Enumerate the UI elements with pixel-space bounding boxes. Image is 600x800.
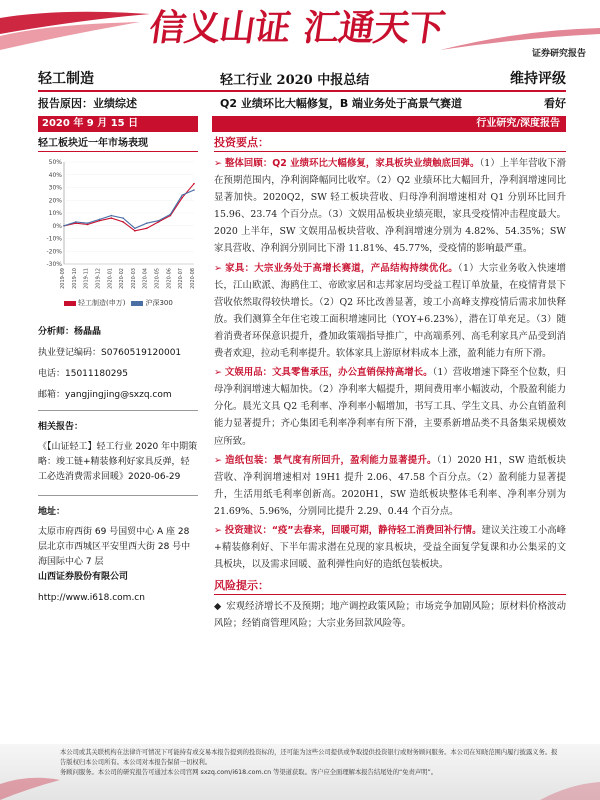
chart-x-tick-label: 2019-10 (71, 268, 78, 289)
slogan-part2: 汇通天下 (300, 8, 447, 49)
chart-y-tick-label: 50% (48, 159, 62, 166)
email-label: 邮箱： (38, 390, 66, 400)
chart-data-point (146, 228, 148, 230)
chart-data-point (134, 228, 136, 230)
highlight-keyword: 文娱用品：文具零售承压，办公直销保持高增长。 (224, 367, 433, 379)
highlight-body: （1）2020 H1，SW 造纸板块营收、净利润增速相对 19H1 提升 2.06、47.58 个百分点。（2）盈利能力显著提升，生活用纸毛利率创新高。2020H1，SW 造纸板块整体毛利率、净利率分别为 21.69%、5.96%，分别同比提升 2.29、0.44 个百分点。 (214, 454, 566, 517)
chart-data-point (181, 197, 183, 199)
report-reason: 报告原因：业绩综述 (38, 97, 137, 110)
chart-data-point (193, 183, 195, 185)
highlight-keyword: 造纸包装：景气度有所回升，盈利能力显著提升。 (224, 454, 437, 466)
highlight-keyword: 投资建议：“疫”去春来，回暖可期，静待轻工消费回补行情。 (224, 524, 482, 536)
chart-data-point (110, 215, 112, 217)
slogan-part1: 信义山证 (146, 8, 293, 49)
sidebar-divider (38, 495, 198, 496)
chart-data-point (122, 221, 124, 223)
chart-data-point (63, 225, 65, 227)
address-text: 太原市府西街 69 号国贸中心 A 座 28 层北京市西城区平安里西大街 28 号中海国际中心 7 层 (38, 527, 191, 567)
header-banner (0, 0, 600, 62)
chart-data-point (122, 217, 124, 219)
highlight-keyword: 家具：大宗业务处于高增长赛道，产品结构持续优化。 (224, 262, 458, 274)
analyst-cert: 执业登记编码：S0760519120001 (38, 348, 182, 358)
chart-data-point (158, 220, 160, 222)
chart-data-point (181, 194, 183, 196)
header-divider (38, 90, 566, 92)
legend-label: 沪深300 (145, 299, 173, 307)
arrow-bullet-icon: ➢ (214, 262, 222, 274)
analyst-email-row (38, 387, 198, 400)
highlight-body: （1）营收增速下降至个位数，归母净利润增速大幅加快。（2）净利率大幅提升，期间费用率小幅波动，个股盈利能力分化。晨光文具 Q2 毛利率、净利率小幅增加，书写工具、学生文具、办公直销盈利能力显著提升；齐心集团毛利率净利率有所下滑，主要系新增品类不具备集采规模效应所致。 (214, 367, 566, 447)
main-content (214, 134, 566, 634)
chart-data-point (99, 219, 101, 221)
rating-value: 看好 (544, 97, 566, 110)
chart-x-tick-label: 2019-11 (83, 268, 90, 289)
analyst-name: 杨晶晶 (74, 327, 102, 337)
chart-data-point (193, 189, 195, 191)
analyst-phone: 电话：15011180295 (38, 369, 128, 379)
risk-body: 宏观经济增长不及预期；地产调控政策风险；市场竞争加剧风险；原材料价格波动风险；经销商管理风险；大宗业务回款风险等。 (214, 601, 566, 630)
company-name: 山西证券股份有限公司 (38, 572, 129, 582)
date-bar: 2020 年 9 月 15 日 (38, 116, 198, 132)
arrow-bullet-icon: ➢ (214, 158, 222, 169)
arrow-bullet-icon: ➢ (214, 524, 222, 536)
market-chart (38, 156, 198, 296)
company-website[interactable]: http://www.i618.com.cn (38, 593, 145, 603)
address-block (38, 525, 198, 606)
chart-x-tick-label: 2020-05 (154, 268, 161, 289)
chart-legend (64, 298, 198, 308)
report-category-bar: 行业研究/深度报告 (212, 116, 566, 132)
address-heading: 地址： (38, 507, 66, 517)
chart-y-tick-label: -20% (46, 248, 62, 256)
page-title: 轻工行业 2020 中报总结 (220, 73, 370, 88)
risk-warning (214, 598, 566, 632)
risk-heading: 风险提示： (214, 577, 566, 595)
chart-y-tick-label: 40% (48, 171, 62, 179)
chart-x-tick-label: 2019-09 (60, 268, 66, 289)
analyst-name-row (38, 324, 198, 337)
legend-item-csi300 (131, 298, 172, 308)
chart-data-point (87, 222, 89, 224)
chart-y-tick-label: -10% (46, 235, 62, 243)
chart-data-point (75, 221, 77, 223)
legend-item-light-industry (64, 298, 125, 308)
highlight-keyword: 整体回顾：Q2 业绩环比大幅修复，家具板块业绩触底回弹。 (224, 158, 480, 169)
brand-slogan (146, 0, 447, 51)
header-subrow (0, 95, 600, 113)
highlight-furniture (214, 260, 566, 363)
chart-data-point (110, 217, 112, 219)
legend-swatch (131, 301, 143, 306)
chart-y-tick-label: -30% (46, 261, 62, 268)
arrow-bullet-icon: ➢ (214, 454, 222, 466)
related-reports-heading: 相关报告： (38, 422, 84, 432)
report-subtitle: Q2 业绩环比大幅修复，B 端业务处于高景气赛道 (220, 97, 463, 110)
arrow-bullet-icon: ➢ (214, 367, 222, 379)
highlight-body: 建议关注竣工小高峰+精装修利好、下半年需求潜在兑现的家具板块，受益全面复学复课和办公集采的文具板块，以及需求回暖、盈利弹性向好的造纸包装板块。 (214, 524, 566, 571)
chart-x-tick-label: 2020-07 (178, 268, 185, 289)
chart-data-point (170, 213, 172, 215)
header-row (0, 68, 600, 90)
chart-x-tick-label: 2020-02 (119, 268, 126, 289)
chart-svg (38, 156, 198, 296)
chart-y-tick-label: 20% (48, 197, 62, 205)
chart-data-point (134, 230, 136, 232)
chart-x-tick-label: 2020-08 (190, 268, 196, 289)
disclaimer-line1: 本公司或其关联机构在法律许可情况下可能持有或交易本报告提到的投资标的，还可能为这些公司提供或争取提供投资银行或财务顾问服务。本公司在知晓范围内履行披露义务。报告版权归本公司所有。本公司对本报告保留一切权利。 (60, 749, 558, 766)
disclaimer-line2: 务顾问服务。本公司的研究报告可通过本公司官网 sxzq.com/i618.com.cn 等渠道获取。客户应全面理解本报告结尾处的“免责声明”。 (60, 769, 438, 776)
chart-title: 轻工板块近一年市场表现 (38, 134, 198, 152)
chart-x-tick-label: 2020-01 (107, 268, 114, 289)
highlight-body: （1）大宗业务收入快速增长，江山欧派、海鸥住工、帝欧家居和志邦家居均受益工程订单放量，在疫情背景下营收依然取得较快增长。（2）Q2 环比改善显著，竣工小高峰支撑疫情后需求加快释放。我们测算全年住宅竣工面积增速同比（YOY+6.23%），潜在订单充足。（3）随着消费者环保意识提升，叠加政策端指导推广，中高端系列、高毛利家具产品受到消费者欢迎，拉动毛利率提升。软体家具上游原材料成本上涨，盈利能力有所下滑。 (214, 262, 566, 360)
chart-y-tick-label: 10% (48, 210, 62, 217)
analyst-label: 分析师： (38, 327, 75, 337)
highlight-paper (214, 452, 566, 520)
square-bullet-icon: ◆ (214, 601, 222, 613)
analyst-info (38, 324, 198, 400)
related-report-link[interactable]: 《【山证轻工】轻工行业 2020 年中期策略：竣工链+精装修利好家具反弹，轻工必选消费需求回暖》2020-06-29 (38, 442, 198, 482)
chart-x-tick-label: 2020-03 (130, 268, 137, 289)
rating-label: 维持评级 (510, 71, 566, 87)
chart-x-tick-label: 2020-04 (142, 268, 149, 289)
sidebar (38, 134, 198, 606)
chart-data-point (146, 222, 148, 224)
highlight-stationery (214, 364, 566, 449)
disclaimer-footer (0, 744, 600, 800)
chart-y-tick-label: 30% (48, 184, 62, 192)
disclaimer-text (60, 748, 560, 778)
legend-label: 轻工制造(申万) (78, 299, 126, 307)
chart-y-tick-label: 0% (52, 222, 62, 230)
highlight-investment-advice (214, 522, 566, 573)
analyst-email[interactable]: yangjingjing@sxzq.com (65, 390, 172, 400)
sidebar-divider (38, 410, 198, 411)
highlight-overview (214, 155, 566, 258)
sector-label: 轻工制造 (38, 71, 94, 87)
investment-highlights-heading: 投资要点： (214, 134, 566, 152)
highlight-body: （1）上半年营收下滑在预期范围内，净利润降幅同比收窄。（2）Q2 业绩环比大幅回升，净利润增速同比显著加快。2020Q2，SW 轻工板块营收、归母净利润增速相对 Q1 分别环比回升 15.96、23.74 个百分点。（3）文娱用品板块业绩亮眼，家具受疫情冲击程度最大。2020 上半年，SW 文娱用品板块营收、净利润增速分别为 4.82%、54.35%；SW 家具营收、净利润分别同比下滑 11.81%、45.77%，受疫情的影响最严重。 (214, 158, 566, 255)
legend-swatch (64, 301, 76, 306)
chart-x-tick-label: 2019-12 (95, 268, 102, 289)
report-type-label: 证券研究报告 (531, 49, 586, 59)
chart-x-tick-label: 2020-06 (166, 268, 173, 289)
